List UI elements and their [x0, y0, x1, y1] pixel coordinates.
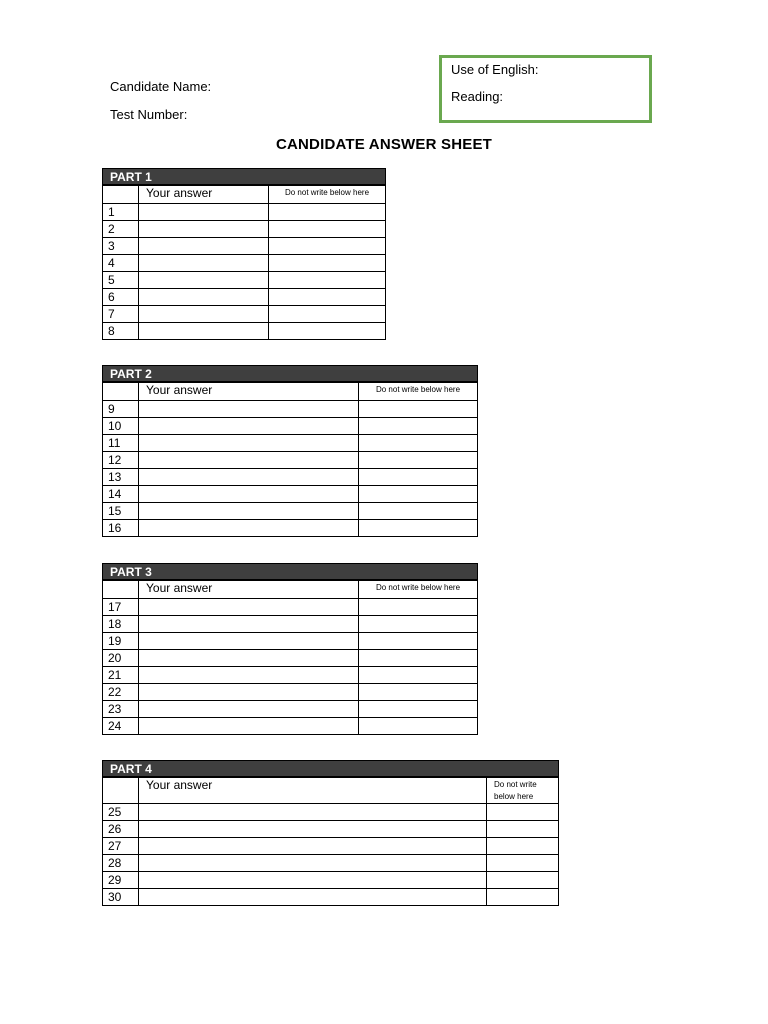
- question-number: 20: [103, 650, 139, 667]
- score-box: [439, 55, 652, 123]
- answer-cell[interactable]: [139, 701, 359, 718]
- table-row: [103, 889, 559, 906]
- question-number: 6: [103, 289, 139, 306]
- table-row: [103, 684, 478, 701]
- examiner-cell: [269, 289, 386, 306]
- table-row: [103, 323, 386, 340]
- candidate-name-label: Candidate Name:: [110, 79, 212, 94]
- answer-cell[interactable]: [139, 889, 487, 906]
- part-4-section: [102, 760, 559, 906]
- table-row: [103, 272, 386, 289]
- part-3-header: PART 3: [102, 563, 478, 580]
- question-number: 1: [103, 204, 139, 221]
- do-not-write-line-1: Do not write: [494, 780, 537, 789]
- table-row: [103, 667, 478, 684]
- answer-cell[interactable]: [139, 221, 269, 238]
- question-number: 13: [103, 469, 139, 486]
- table-row: [103, 599, 478, 616]
- answer-cell[interactable]: [139, 452, 359, 469]
- examiner-cell: [487, 889, 559, 906]
- answer-cell[interactable]: [139, 821, 487, 838]
- answer-cell[interactable]: [139, 435, 359, 452]
- table-row: [103, 435, 478, 452]
- reading-label: Reading:: [451, 89, 504, 104]
- answer-cell[interactable]: [139, 804, 487, 821]
- answer-cell[interactable]: [139, 616, 359, 633]
- question-number: 15: [103, 503, 139, 520]
- answer-cell[interactable]: [139, 872, 487, 889]
- sheet-title: CANDIDATE ANSWER SHEET: [275, 136, 493, 153]
- table-row: [103, 718, 478, 735]
- examiner-cell: [359, 503, 478, 520]
- answer-cell[interactable]: [139, 238, 269, 255]
- table-row: [103, 804, 559, 821]
- examiner-cell: [359, 701, 478, 718]
- table-row: [103, 503, 478, 520]
- examiner-cell: [359, 418, 478, 435]
- table-row: [103, 289, 386, 306]
- answer-cell[interactable]: [139, 667, 359, 684]
- part-4-header: PART 4: [102, 760, 559, 777]
- answer-cell[interactable]: [139, 306, 269, 323]
- part-2-header: PART 2: [102, 365, 478, 382]
- answer-cell[interactable]: [139, 718, 359, 735]
- answer-cell[interactable]: [139, 633, 359, 650]
- question-number: 3: [103, 238, 139, 255]
- table-row: [103, 872, 559, 889]
- question-number: 10: [103, 418, 139, 435]
- table-row: [103, 255, 386, 272]
- test-number-label: Test Number:: [110, 107, 188, 122]
- question-number: 30: [103, 889, 139, 906]
- table-row: [103, 418, 478, 435]
- answer-cell[interactable]: [139, 855, 487, 872]
- question-number: 25: [103, 804, 139, 821]
- table-row: [103, 221, 386, 238]
- examiner-cell: [359, 469, 478, 486]
- do-not-write-header: Do not write below here: [359, 383, 478, 401]
- table-row: [103, 469, 478, 486]
- question-number: 8: [103, 323, 139, 340]
- answer-cell[interactable]: [139, 503, 359, 520]
- examiner-cell: [359, 435, 478, 452]
- examiner-cell: [359, 684, 478, 701]
- question-number: 29: [103, 872, 139, 889]
- answer-cell[interactable]: [139, 272, 269, 289]
- answer-cell[interactable]: [139, 599, 359, 616]
- table-row: [103, 520, 478, 537]
- table-row: [103, 486, 478, 503]
- answer-cell[interactable]: [139, 418, 359, 435]
- question-number: 21: [103, 667, 139, 684]
- examiner-cell: [359, 486, 478, 503]
- do-not-write-header: Do not write below here: [269, 186, 386, 204]
- part-1-section: [102, 168, 386, 340]
- examiner-cell: [359, 667, 478, 684]
- question-number: 26: [103, 821, 139, 838]
- examiner-cell: [269, 255, 386, 272]
- table-row: [103, 633, 478, 650]
- part-3-table: [102, 580, 478, 735]
- number-column-header: [103, 778, 139, 804]
- your-answer-header: Your answer: [139, 778, 487, 804]
- table-row: [103, 204, 386, 221]
- question-number: 22: [103, 684, 139, 701]
- part-4-table: [102, 777, 559, 906]
- table-row: [103, 452, 478, 469]
- number-column-header: [103, 383, 139, 401]
- examiner-cell: [487, 804, 559, 821]
- examiner-cell: [487, 872, 559, 889]
- question-number: 17: [103, 599, 139, 616]
- table-row: [103, 306, 386, 323]
- answer-cell[interactable]: [139, 289, 269, 306]
- answer-cell[interactable]: [139, 469, 359, 486]
- part-2-section: [102, 365, 478, 537]
- examiner-cell: [359, 599, 478, 616]
- examiner-cell: [487, 855, 559, 872]
- table-row: [103, 401, 478, 418]
- answer-cell[interactable]: [139, 520, 359, 537]
- question-number: 4: [103, 255, 139, 272]
- examiner-cell: [269, 238, 386, 255]
- examiner-cell: [269, 306, 386, 323]
- your-answer-header: Your answer: [139, 581, 359, 599]
- question-number: 9: [103, 401, 139, 418]
- do-not-write-header: Do not write below here: [359, 581, 478, 599]
- part-2-table: [102, 382, 478, 537]
- answer-cell[interactable]: [139, 323, 269, 340]
- answer-cell[interactable]: [139, 684, 359, 701]
- examiner-cell: [269, 221, 386, 238]
- table-row: [103, 701, 478, 718]
- question-number: 28: [103, 855, 139, 872]
- answer-cell[interactable]: [139, 255, 269, 272]
- answer-cell[interactable]: [139, 650, 359, 667]
- answer-cell[interactable]: [139, 486, 359, 503]
- question-number: 24: [103, 718, 139, 735]
- part-1-table: [102, 185, 386, 340]
- examiner-cell: [359, 616, 478, 633]
- examiner-cell: [487, 838, 559, 855]
- answer-cell[interactable]: [139, 401, 359, 418]
- question-number: 18: [103, 616, 139, 633]
- use-of-english-label: Use of English:: [451, 62, 539, 77]
- table-row: [103, 821, 559, 838]
- table-row: [103, 616, 478, 633]
- answer-cell[interactable]: [139, 204, 269, 221]
- number-column-header: [103, 581, 139, 599]
- question-number: 2: [103, 221, 139, 238]
- table-row: [103, 855, 559, 872]
- your-answer-header: Your answer: [139, 383, 359, 401]
- examiner-cell: [487, 821, 559, 838]
- table-row: [103, 838, 559, 855]
- table-row: [103, 238, 386, 255]
- question-number: 14: [103, 486, 139, 503]
- table-row: [103, 650, 478, 667]
- question-number: 16: [103, 520, 139, 537]
- do-not-write-line-2: below here: [494, 792, 534, 801]
- question-number: 27: [103, 838, 139, 855]
- examiner-cell: [359, 520, 478, 537]
- examiner-cell: [269, 323, 386, 340]
- examiner-cell: [359, 650, 478, 667]
- question-number: 7: [103, 306, 139, 323]
- examiner-cell: [359, 401, 478, 418]
- part-1-header: PART 1: [102, 168, 386, 185]
- your-answer-header: Your answer: [139, 186, 269, 204]
- question-number: 12: [103, 452, 139, 469]
- question-number: 23: [103, 701, 139, 718]
- answer-cell[interactable]: [139, 838, 487, 855]
- number-column-header: [103, 186, 139, 204]
- examiner-cell: [359, 718, 478, 735]
- part-3-section: [102, 563, 478, 735]
- do-not-write-header: [487, 778, 559, 804]
- question-number: 5: [103, 272, 139, 289]
- examiner-cell: [269, 204, 386, 221]
- examiner-cell: [269, 272, 386, 289]
- question-number: 19: [103, 633, 139, 650]
- examiner-cell: [359, 452, 478, 469]
- examiner-cell: [359, 633, 478, 650]
- question-number: 11: [103, 435, 139, 452]
